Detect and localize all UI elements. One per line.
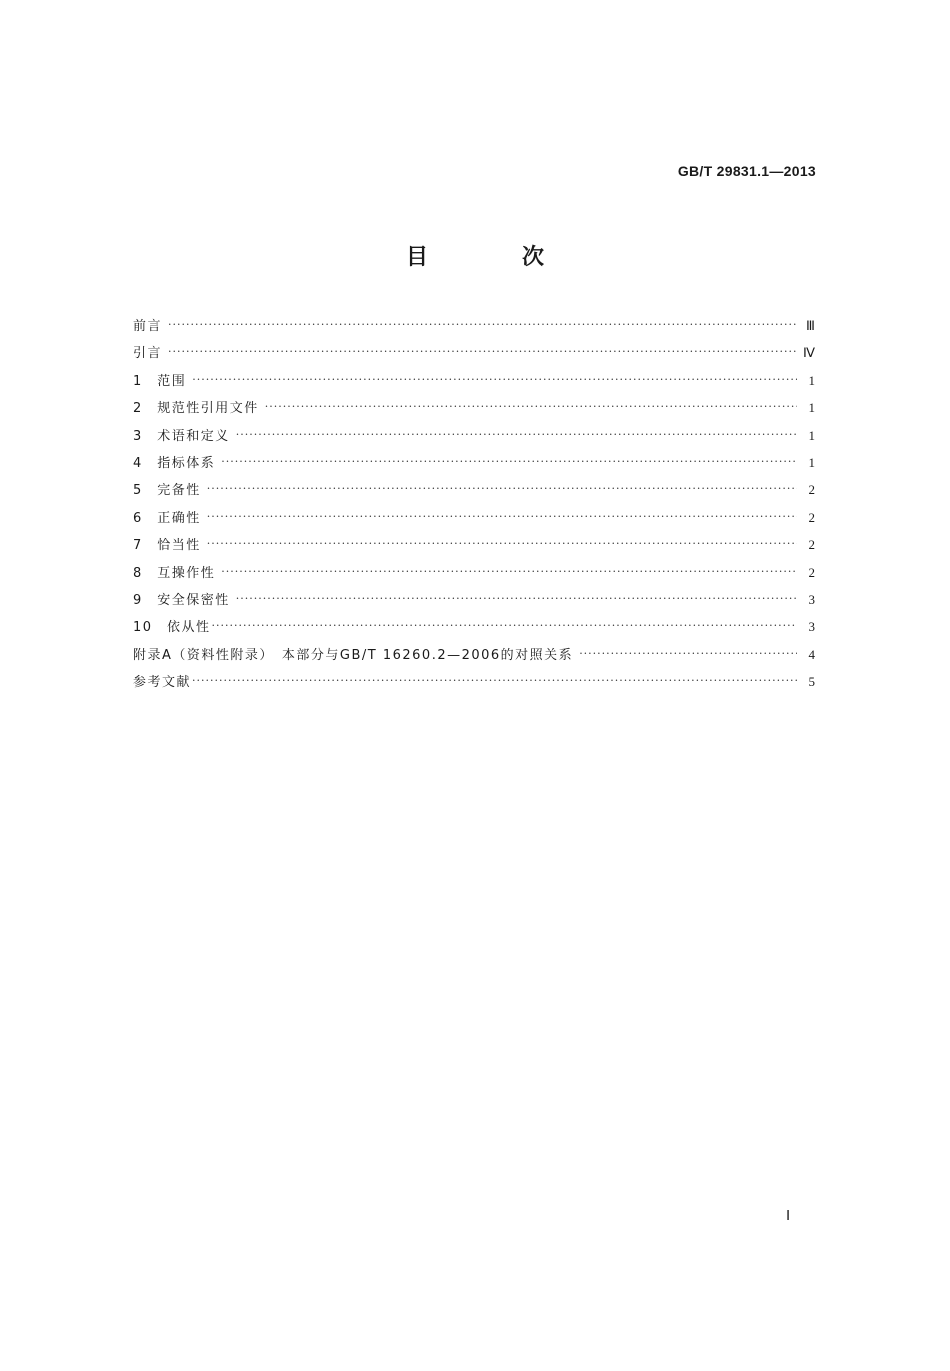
page-title: 目 次 xyxy=(405,245,580,270)
toc-dot-leader xyxy=(579,640,797,667)
toc-entry-label: 引言 xyxy=(133,346,163,362)
page-number: Ⅰ xyxy=(786,1209,791,1224)
toc-entry-label: 前言 xyxy=(133,319,163,334)
toc-dot-leader xyxy=(168,311,797,338)
toc-entry-label: 8 互操作性 xyxy=(133,565,216,581)
toc-dot-leader xyxy=(168,338,797,365)
toc-dot-leader xyxy=(221,448,797,475)
toc-entry-page: 1 xyxy=(808,400,815,416)
toc-entry-label: 10 依从性 xyxy=(133,620,211,636)
toc-dot-leader xyxy=(236,585,797,612)
toc-entry-page: Ⅲ xyxy=(806,318,815,333)
standard-code: GB/T 29831.1—2013 xyxy=(677,163,816,179)
toc-entry-label: 9 安全保密性 xyxy=(133,592,230,608)
toc-entry-page: 2 xyxy=(808,537,815,553)
toc-entry-page: 2 xyxy=(808,509,815,525)
toc-dot-leader xyxy=(207,530,797,557)
toc-entry-introduction[interactable] xyxy=(133,339,815,366)
toc-entry-scope[interactable] xyxy=(133,367,815,394)
toc-entry-label: 3 术语和定义 xyxy=(133,428,230,444)
toc-entry-terms-definitions[interactable] xyxy=(133,422,815,449)
toc-entry-label: 参考文献 xyxy=(133,675,192,691)
toc-dot-leader xyxy=(212,612,797,639)
toc-dot-leader xyxy=(236,421,797,448)
toc-entry-page: 1 xyxy=(808,454,815,470)
toc-dot-leader xyxy=(221,558,797,585)
toc-entry-page: 4 xyxy=(808,646,815,662)
toc-entry-page: 2 xyxy=(808,482,815,498)
toc-entry-compliance[interactable] xyxy=(133,613,815,640)
toc-entry-bibliography[interactable] xyxy=(133,668,815,695)
toc-entry-page: 3 xyxy=(808,591,815,607)
table-of-contents xyxy=(133,312,815,695)
toc-entry-appropriateness[interactable] xyxy=(133,531,815,558)
toc-entry-label: 5 完备性 xyxy=(133,483,201,499)
toc-entry-completeness[interactable] xyxy=(133,476,815,503)
toc-entry-label: 2 规范性引用文件 xyxy=(133,401,259,417)
toc-entry-page: 5 xyxy=(808,674,815,690)
toc-dot-leader xyxy=(207,475,797,502)
toc-entry-label: 1 范围 xyxy=(133,373,187,389)
toc-entry-normative-references[interactable] xyxy=(133,394,815,421)
toc-entry-page: 3 xyxy=(808,619,815,635)
toc-entry-security[interactable] xyxy=(133,586,815,613)
toc-entry-label: 附录A（资料性附录） 本部分与GB/T 16260.2—2006的对照关系 xyxy=(133,647,574,663)
toc-entry-label: 6 正确性 xyxy=(133,510,201,526)
toc-entry-label: 4 指标体系 xyxy=(133,455,216,471)
toc-entry-foreword[interactable] xyxy=(133,312,815,339)
toc-entry-correctness[interactable] xyxy=(133,504,815,531)
toc-entry-annex-a[interactable] xyxy=(133,641,815,668)
toc-entry-page: 1 xyxy=(808,427,815,443)
toc-dot-leader xyxy=(192,667,797,694)
toc-entry-page: 2 xyxy=(808,564,815,580)
toc-dot-leader xyxy=(265,393,797,420)
toc-entry-indicator-system[interactable] xyxy=(133,449,815,476)
toc-entry-page: Ⅳ xyxy=(803,345,815,361)
toc-entry-page: 1 xyxy=(808,372,815,388)
toc-entry-label: 7 恰当性 xyxy=(133,538,201,554)
toc-dot-leader xyxy=(192,366,797,393)
toc-entry-interoperability[interactable] xyxy=(133,559,815,586)
toc-dot-leader xyxy=(207,503,797,530)
